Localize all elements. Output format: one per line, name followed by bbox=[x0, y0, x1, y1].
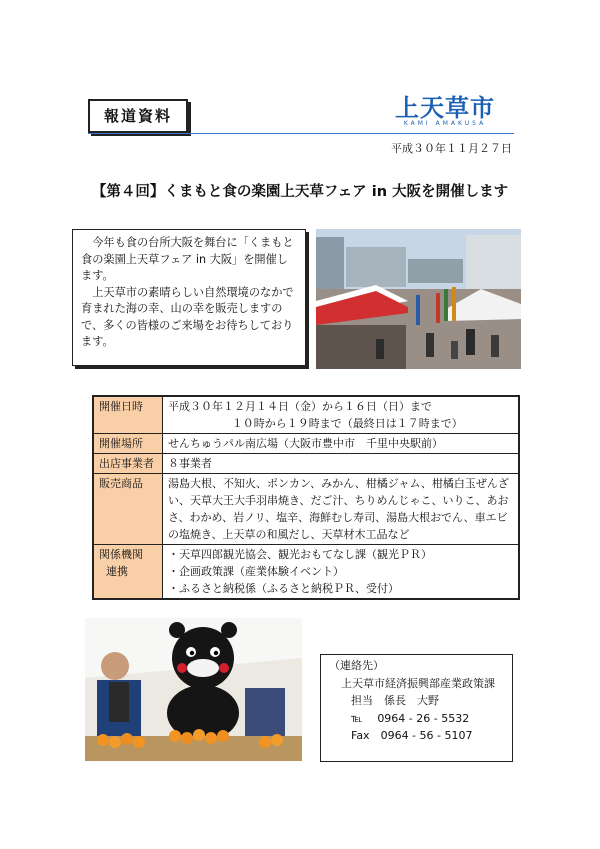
header-divider bbox=[88, 133, 514, 134]
org-item: ・企画政策課（産業体験イベント） bbox=[168, 565, 344, 578]
orgs-label-cell bbox=[93, 545, 163, 600]
table-row bbox=[93, 396, 519, 434]
date-cell bbox=[163, 396, 520, 434]
time-value: １０時から１９時まで（最終日は１７時まで） bbox=[231, 417, 463, 430]
products-label: 販売商品 bbox=[93, 474, 163, 545]
table-row bbox=[93, 545, 519, 600]
contact-department: 上天草市経済振興部産業政策課 bbox=[341, 676, 495, 690]
logo-text: 上天草市 bbox=[395, 94, 495, 122]
date-value: 平成３０年１２月１４日（金）から１６日（日）まで bbox=[168, 400, 432, 413]
products-value: 湯島大根、不知火、ポンカン、みかん、柑橘ジャム、柑橘白玉ぜんざい、天草大王大手羽串焼き、だご汁、ちりめんじゃこ、いりこ、あおさ、わかめ、岩ノリ、塩辛、海鮮むし寿司、湯島大根おでん、車エビの塩焼き、上天草の和風だし、天草材木工品など bbox=[163, 474, 520, 545]
orgs-label-2: 連携 bbox=[106, 565, 128, 578]
place-label: 開催場所 bbox=[93, 434, 163, 454]
intro-box bbox=[72, 229, 306, 366]
city-logo bbox=[380, 94, 510, 134]
fair-venue-photo bbox=[316, 229, 521, 369]
intro-paragraph-1: 今年も食の台所大阪を舞台に「くまもと食の楽園上天草フェア in 大阪」を開催します。 bbox=[81, 236, 294, 282]
page-title: 【第４回】くまもと食の楽園上天草フェア in 大阪を開催します bbox=[91, 184, 509, 200]
contact-tel: ℡ 0964 - 26 - 5532 bbox=[351, 711, 470, 725]
vendors-label: 出店事業者 bbox=[93, 454, 163, 474]
contact-fax: Fax 0964 - 56 - 5107 bbox=[351, 729, 473, 742]
org-item: ・ふるさと納税係（ふるさと納税ＰＲ、受付） bbox=[168, 582, 399, 595]
contact-heading: （連絡先） bbox=[329, 659, 384, 672]
contact-person: 担当 係長 大野 bbox=[351, 694, 439, 707]
intro-paragraph-2: 上天草市の素晴らしい自然環境のなかで育まれた海の幸、山の幸を販売しますので、多くの皆様のご来場をお待ちしております。 bbox=[81, 285, 294, 348]
org-item: ・天草四郎観光協会、観光おもてなし課（観光ＰＲ） bbox=[168, 548, 432, 561]
logo-subtext: KAMI AMAKUSA bbox=[403, 120, 487, 127]
contact-box bbox=[320, 654, 513, 762]
orgs-cell bbox=[163, 545, 520, 600]
vendors-value: ８事業者 bbox=[163, 454, 520, 474]
table-row bbox=[93, 454, 519, 474]
press-release-label: 報道資料 bbox=[88, 99, 188, 133]
date-label: 開催日時 bbox=[93, 396, 163, 434]
place-value: せんちゅうパル南広場（大阪市豊中市 千里中央駅前） bbox=[163, 434, 520, 454]
orgs-label-1: 関係機関 bbox=[99, 548, 143, 561]
table-row bbox=[93, 474, 519, 545]
table-row bbox=[93, 434, 519, 454]
event-info-table bbox=[92, 395, 520, 600]
kumamon-photo bbox=[85, 618, 302, 761]
release-date: 平成３０年１１月２７日 bbox=[391, 142, 512, 155]
